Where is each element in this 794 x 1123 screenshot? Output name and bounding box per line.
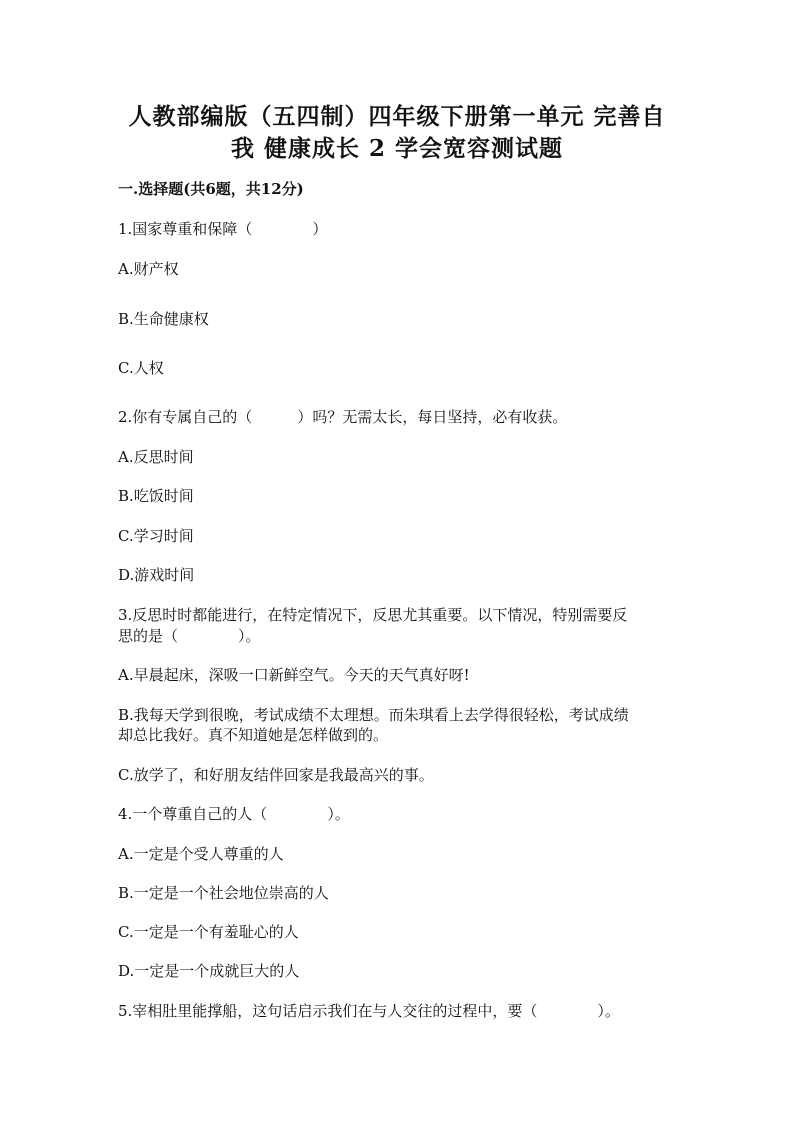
question-3-option-a: A.早晨起床，深吸一口新鲜空气。今天的天气真好呀!: [118, 666, 470, 684]
question-3-option-c: C.放学了，和好朋友结伴回家是我最高兴的事。: [118, 766, 434, 784]
page-title-line-1: 人教部编版（五四制）四年级下册第一单元 完善自: [128, 103, 666, 130]
question-1-stem: 1.国家尊重和保障（ ）: [118, 220, 328, 238]
section-heading: 一.选择题(共6题，共12分): [118, 180, 304, 198]
question-4-stem: 4.一个尊重自己的人（ ）。: [118, 805, 350, 823]
question-1-option-c: C.人权: [118, 359, 164, 377]
question-5-stem: 5.宰相肚里能撑船，这句话启示我们在与人交往的过程中，要（ ）。: [118, 1002, 620, 1020]
question-2-stem: 2.你有专属自己的（ ）吗？无需太长，每日坚持，必有收获。: [118, 408, 568, 426]
question-2-option-c: C.学习时间: [118, 527, 194, 545]
question-2-option-b: B.吃饭时间: [118, 487, 194, 505]
page-title-line-2: 我 健康成长 2 学会宽容测试题: [230, 135, 564, 162]
question-2-option-d: D.游戏时间: [118, 566, 195, 584]
question-4-option-d: D.一定是一个成就巨大的人: [118, 962, 300, 980]
question-3-stem-line-2: 思的是（ ）。: [118, 627, 261, 645]
question-4-option-c: C.一定是一个有羞耻心的人: [118, 923, 299, 941]
question-3-stem-line-1: 3.反思时时都能进行，在特定情况下，反思尤其重要。以下情况，特别需要反: [118, 606, 628, 624]
question-3-option-b-line-1: B.我每天学到很晚，考试成绩不太理想。而朱琪看上去学得很轻松，考试成绩: [118, 706, 629, 724]
question-1-option-a: A.财产权: [118, 260, 179, 278]
question-4-option-b: B.一定是一个社会地位崇高的人: [118, 884, 329, 902]
question-1-option-b: B.生命健康权: [118, 310, 209, 328]
question-2-option-a: A.反思时间: [118, 448, 194, 466]
question-3-option-b-line-2: 却总比我好。真不知道她是怎样做到的。: [118, 726, 389, 744]
question-4-option-a: A.一定是个受人尊重的人: [118, 845, 284, 863]
